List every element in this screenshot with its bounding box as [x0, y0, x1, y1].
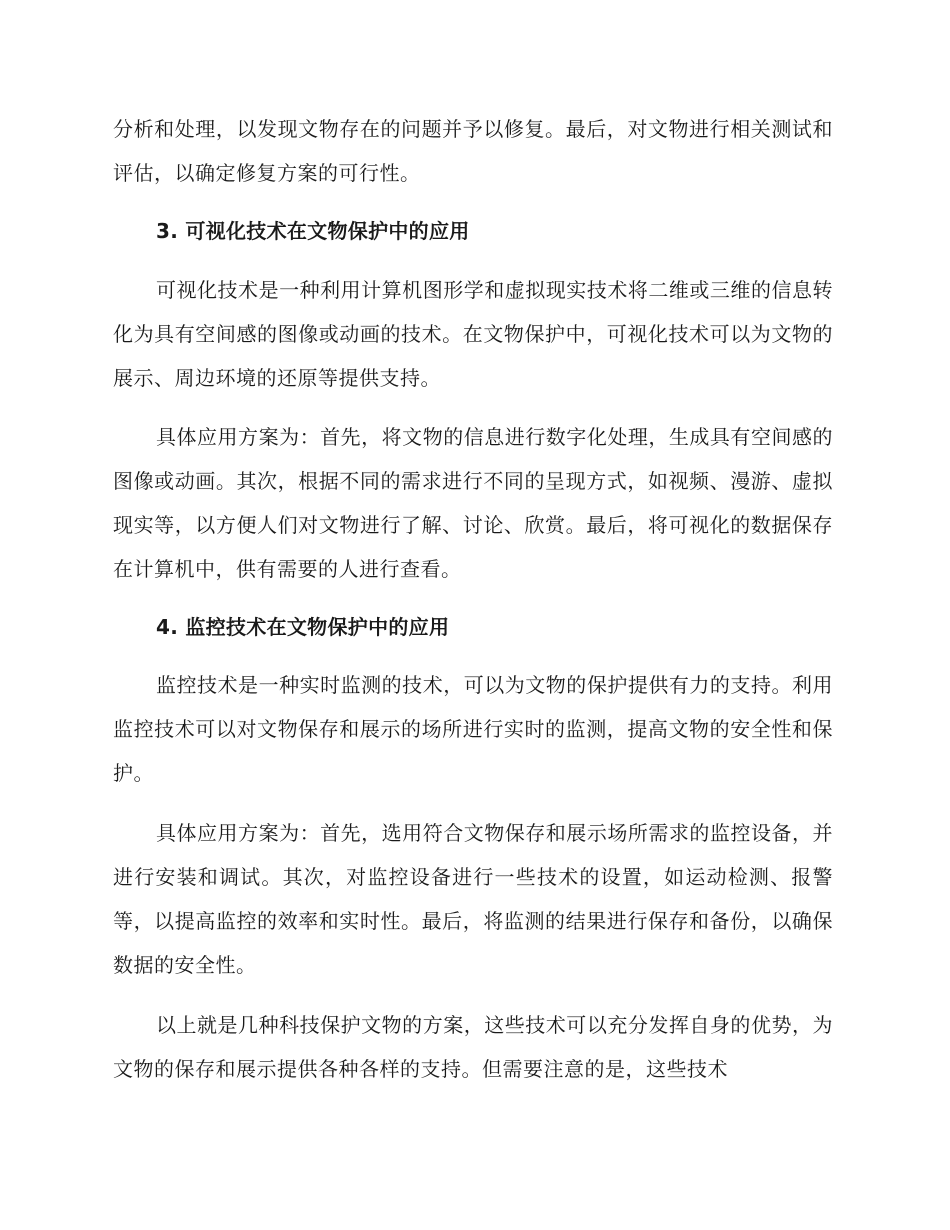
paragraph-monitoring-intro: 监控技术是一种实时监测的技术，可以为文物的保护提供有力的支持。利用监控技术可以对文物保存和展示的场所进行实时的监测，提高文物的安全性和保护。: [113, 673, 833, 785]
section-heading-4: 4. 监控技术在文物保护中的应用: [156, 615, 450, 639]
paragraph-monitoring-plan: 具体应用方案为：首先，选用符合文物保存和展示场所需求的监控设备，并进行安装和调试。其次，对监控设备进行一些技术的设置，如运动检测、报警等，以提高监控的效率和实时性。最后，将监测的结果进行保存和备份，以确保数据的安全性。: [113, 821, 833, 977]
paragraph-visualization-intro: 可视化技术是一种利用计算机图形学和虚拟现实技术将二维或三维的信息转化为具有空间感的图像或动画的技术。在文物保护中，可视化技术可以为文物的展示、周边环境的还原等提供支持。: [113, 278, 833, 390]
paragraph-conclusion: 以上就是几种科技保护文物的方案，这些技术可以充分发挥自身的优势，为文物的保存和展示提供各种各样的支持。但需要注意的是，这些技术: [113, 1013, 833, 1081]
paragraph-continued: 分析和处理，以发现文物存在的问题并予以修复。最后，对文物进行相关测试和评估，以确定修复方案的可行性。: [113, 117, 833, 185]
paragraph-visualization-plan: 具体应用方案为：首先，将文物的信息进行数字化处理，生成具有空间感的图像或动画。其次，根据不同的需求进行不同的呈现方式，如视频、漫游、虚拟现实等，以方便人们对文物进行了解、讨论、欣赏。最后，将可视化的数据保存在计算机中，供有需要的人进行查看。: [113, 425, 833, 581]
section-heading-3: 3. 可视化技术在文物保护中的应用: [156, 219, 470, 243]
